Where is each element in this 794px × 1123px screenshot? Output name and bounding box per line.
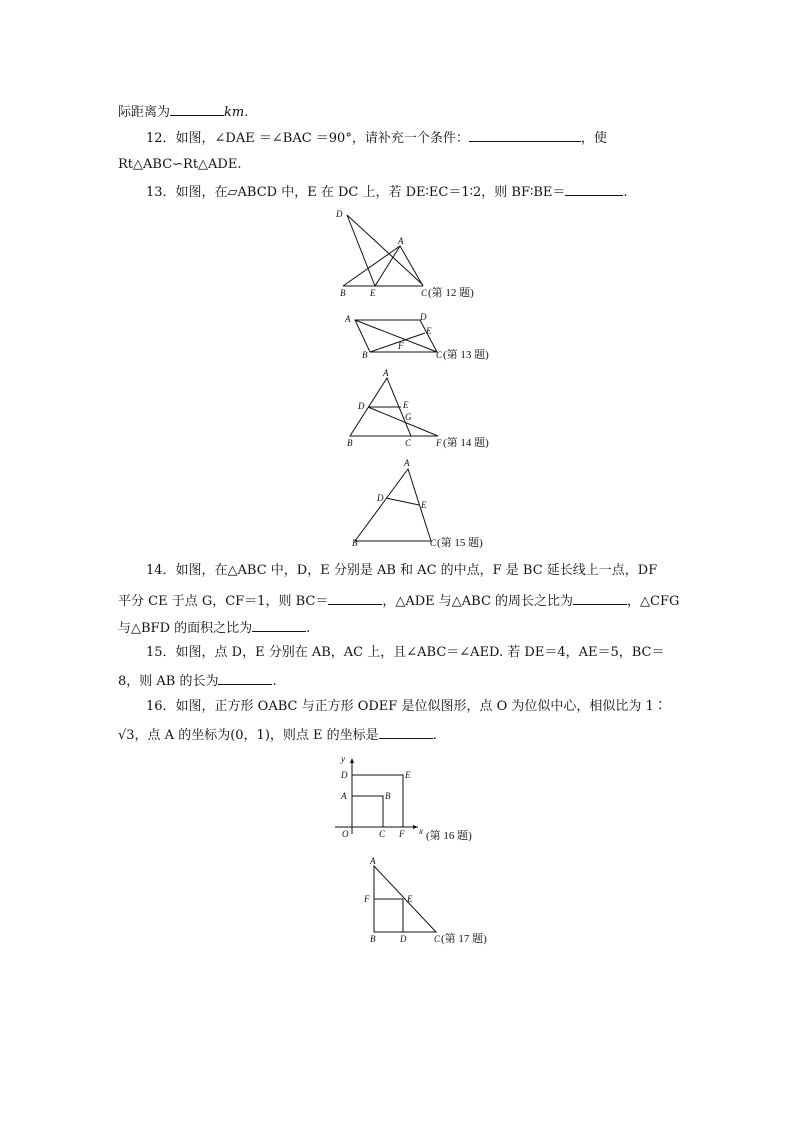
figure-label: G [405,412,412,422]
figure-label: C [379,829,386,839]
figure-lines [355,320,437,352]
q14-line2: 平分 CE 于点 G，CF＝1，则 BC＝ ，△ADE 与△ABC 的周长之比为 ，△CFG [118,594,680,609]
figure-label: E [403,400,409,410]
figure-label: D [336,209,343,219]
figure-label: A [404,458,410,468]
figure-label: F [399,829,405,839]
figure-label: D [377,493,384,503]
figure-label: C [421,288,428,298]
q14-line3: 与△BFD 的面积之比为 . [118,621,311,636]
fig17-caption: (第 17 题) [441,933,487,945]
q11-tail: 际距离为 km. [118,105,249,120]
fig13-caption: (第 13 题) [443,349,489,361]
q14-line1: 14．如图，在△ABC 中，D，E 分别是 AB 和 AC 的中点，F 是 BC 延长线上一点，DF [146,563,658,578]
q13-line: 13．如图，在▱ABCD 中，E 在 DC 上，若 DE∶EC＝1∶2，则 BF∶BE＝ . [146,185,628,200]
figure-label: C [434,934,441,944]
q12-line1: 12．如图，∠DAE ＝∠BAC ＝90°，请补充一个条件： ，使 [146,131,607,146]
q16-line1: 16．如图，正方形 OABC 与正方形 ODEF 是位似图形，点 O 为位似中心，相似比为 1∶ [146,699,667,714]
figure-label: B [370,934,376,944]
y-axis-arrow-icon [350,758,354,763]
figure-label: B [340,288,346,298]
fig14-caption: (第 14 题) [443,437,489,449]
figure-label: B [385,791,391,801]
figure-label: B [362,350,368,360]
figure-label: E [370,288,376,298]
figure-label: A [345,314,351,324]
figure-label: A [370,856,376,866]
figure-label: B [352,538,358,548]
figure-16 [335,754,472,842]
figure-label: D [341,770,348,780]
figure-label: y [341,754,345,764]
figure-label: C [430,538,437,548]
figure-14 [347,368,489,449]
figure-label: D [420,312,427,322]
figure-label: E [407,894,413,904]
figure-label: C [405,438,412,448]
figure-17 [363,856,487,945]
q15-line1: 15．如图，点 D，E 分别在 AB，AC 上，且∠ABC＝∠AED. 若 DE＝4，AE＝5，BC＝ [146,645,665,660]
figure-lines [352,775,403,827]
figure-12 [335,209,474,299]
figure-label: F [436,438,442,448]
figure-label: B [347,438,353,448]
fig12-caption: (第 12 题) [428,287,474,299]
figure-label: O [342,829,349,839]
figure-label: D [358,401,365,411]
figure-15 [352,458,483,549]
q15-line2: 8，则 AB 的长为 . [118,674,277,689]
figure-label: E [405,770,411,780]
q12-line2: Rt△ABC∽Rt△ADE. [118,157,242,172]
figure-13 [344,312,489,361]
figure-lines [355,469,431,541]
figure-lines [343,215,423,286]
figure-label: A [341,791,347,801]
x-axis-arrow-icon [413,825,418,829]
figure-label: E [421,500,427,510]
figure-label: F [398,341,404,351]
figure-label: D [400,934,407,944]
figure-label: A [383,368,389,378]
figure-label: A [398,236,404,246]
q16-line2: √3，点 A 的坐标为(0，1)，则点 E 的坐标是 . [118,728,437,743]
figure-label: E [426,326,432,336]
figure-label: x [419,826,423,836]
figure-label: C [436,350,443,360]
figure-lines [374,866,436,932]
fig15-caption: (第 15 题) [437,537,483,549]
fig16-caption: (第 16 题) [426,830,472,842]
figure-label: F [364,894,370,904]
